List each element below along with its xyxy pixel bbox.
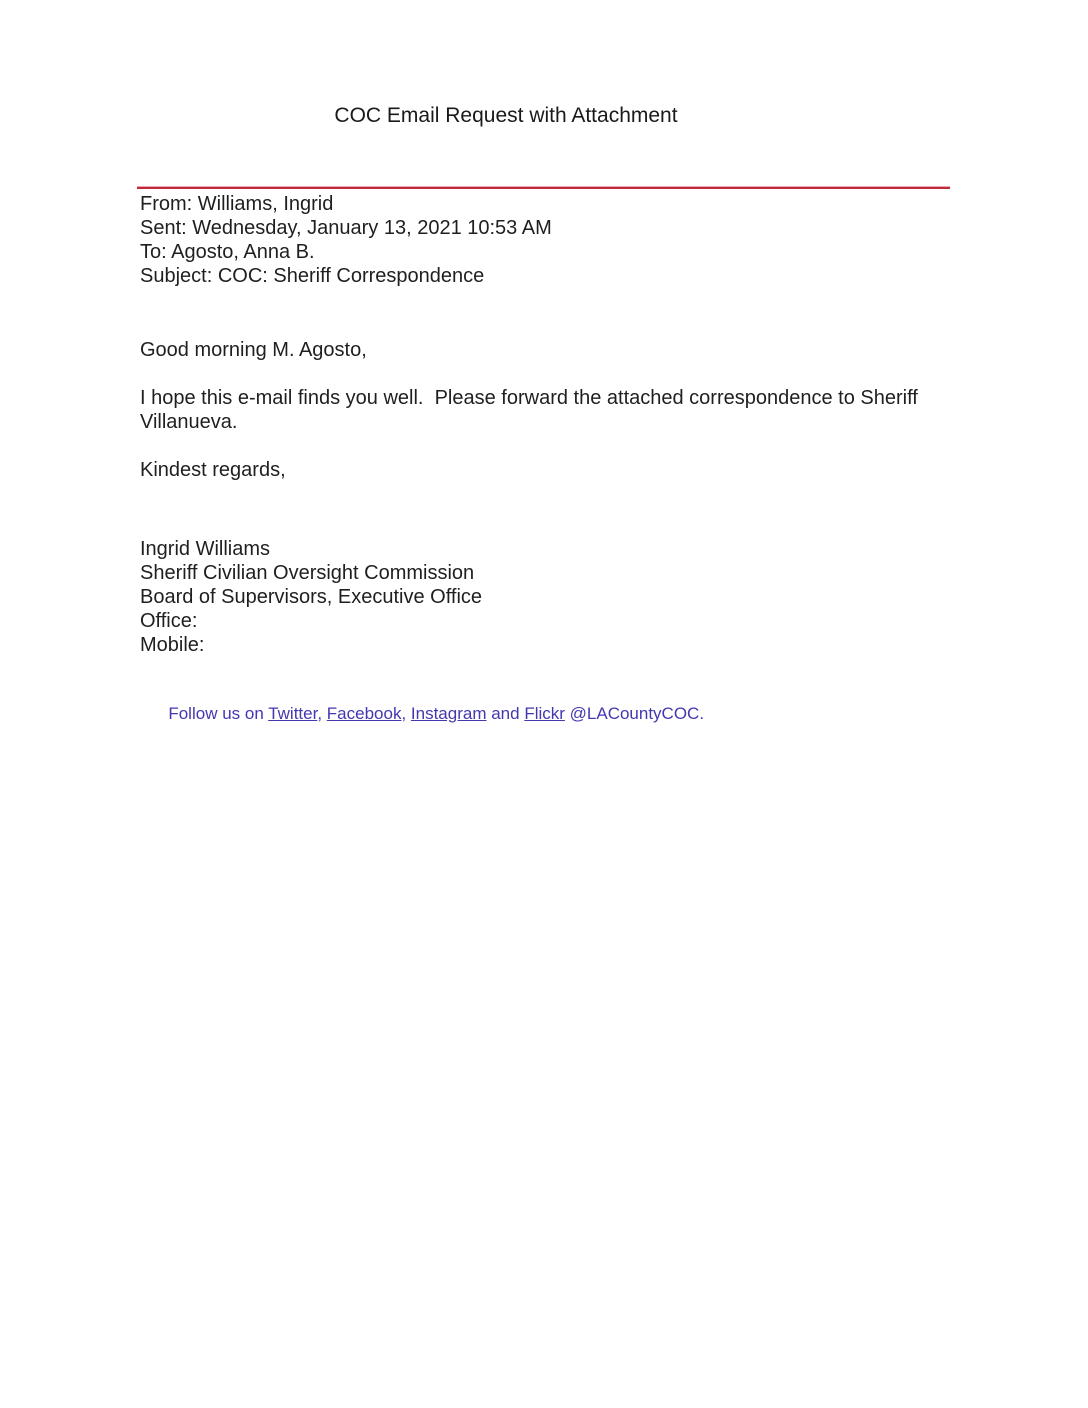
email-header-sent: Sent: Wednesday, January 13, 2021 10:53 AM xyxy=(140,217,552,239)
separator-text: , xyxy=(317,704,327,723)
email-header-subject: Subject: COC: Sheriff Correspondence xyxy=(140,265,485,287)
document-content xyxy=(140,0,950,745)
email-header-from: From: Williams, Ingrid xyxy=(140,193,334,215)
email-signature-block xyxy=(140,537,950,657)
twitter-link[interactable]: Twitter xyxy=(268,704,318,723)
signature-office-phone: Office: xyxy=(140,610,198,632)
flickr-link[interactable]: Flickr xyxy=(524,704,565,723)
document-title: COC Email Request with Attachment xyxy=(334,104,678,127)
email-closing: Kindest regards, xyxy=(140,459,286,481)
email-greeting: Good morning M. Agosto, xyxy=(140,339,367,361)
signature-mobile-phone: Mobile: xyxy=(140,634,205,656)
facebook-link[interactable]: Facebook xyxy=(326,704,402,723)
email-header-to: To: Agosto, Anna B. xyxy=(140,241,315,263)
email-header-block xyxy=(140,192,950,288)
red-divider-line xyxy=(137,186,950,189)
follow-us-text: Follow us on xyxy=(168,704,269,723)
signature-department: Board of Supervisors, Executive Office xyxy=(140,586,483,608)
signature-org: Sheriff Civilian Oversight Commission xyxy=(140,562,475,584)
signature-name: Ingrid Williams xyxy=(140,538,271,560)
handle-text: @LACountyCOC. xyxy=(564,704,705,723)
separator-text: , xyxy=(401,704,411,723)
social-follow-line xyxy=(140,682,950,745)
and-text: and xyxy=(486,704,525,723)
instagram-link[interactable]: Instagram xyxy=(410,704,487,723)
email-body-paragraph: I hope this e-mail finds you well. Please forward the attached correspondence to Sheriff Villanueva. xyxy=(140,387,924,433)
